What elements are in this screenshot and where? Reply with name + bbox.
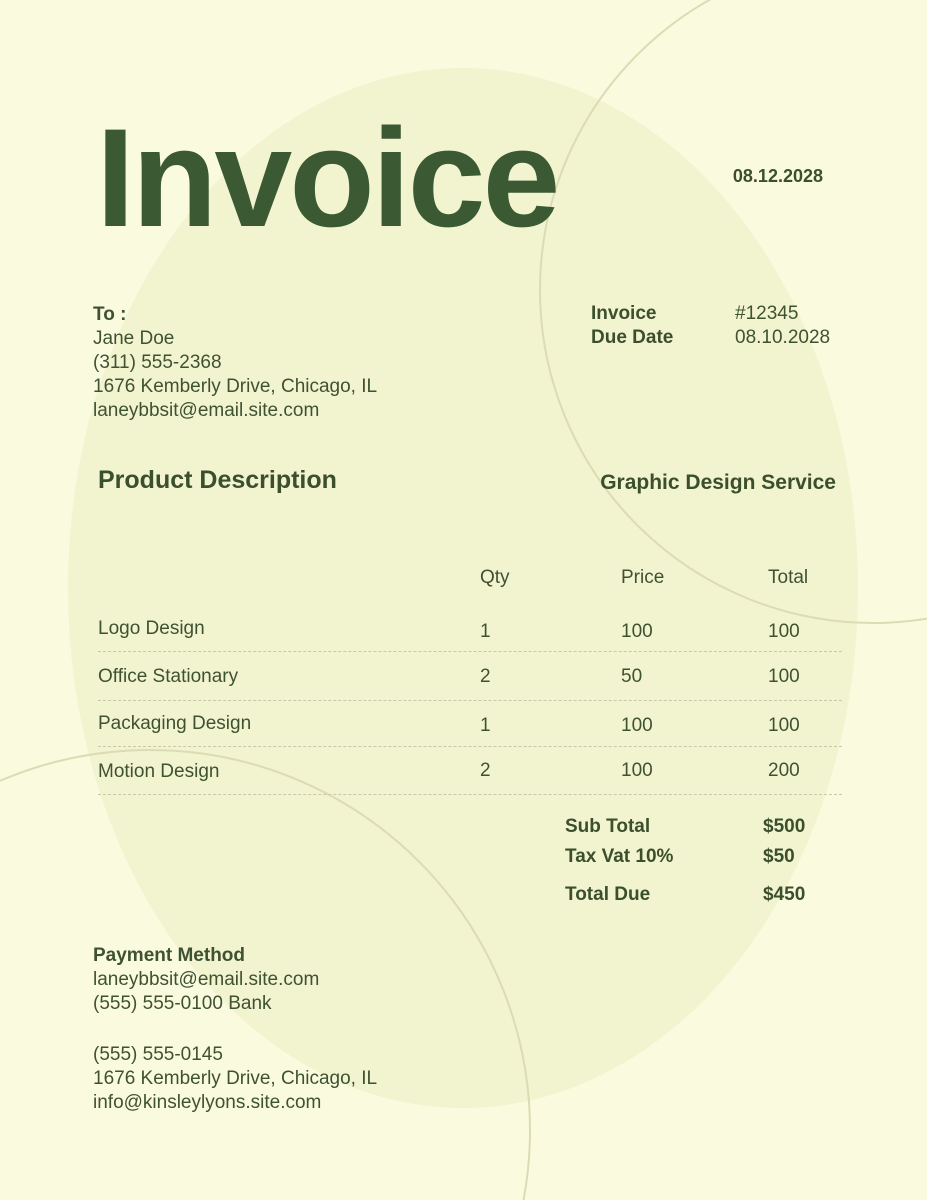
row-price: 100 xyxy=(621,621,653,642)
row-qty: 2 xyxy=(480,760,491,781)
row-qty: 1 xyxy=(480,715,491,736)
invoice-date: 08.12.2028 xyxy=(732,166,823,186)
row-item: Office Stationary xyxy=(98,666,239,687)
invoice-title: Invoice xyxy=(96,99,558,256)
row-price: 100 xyxy=(621,715,653,736)
recipient-label: To : xyxy=(93,304,127,325)
product-description-heading: Product Description xyxy=(98,466,337,494)
row-divider xyxy=(98,700,842,701)
total-due-value: $450 xyxy=(763,884,806,905)
payment-bank: (555) 555-0100 Bank xyxy=(93,993,272,1014)
invoice-number-label: Invoice xyxy=(591,303,657,324)
row-qty: 1 xyxy=(480,621,491,642)
row-total: 200 xyxy=(768,760,800,781)
tax-value: $50 xyxy=(763,846,795,867)
payment-email: laneybbsit@email.site.com xyxy=(93,969,320,990)
recipient-name: Jane Doe xyxy=(93,328,175,349)
column-header-qty: Qty xyxy=(480,567,510,588)
row-divider xyxy=(98,794,842,795)
row-item: Motion Design xyxy=(98,761,220,782)
subtotal-label: Sub Total xyxy=(565,816,651,837)
subtotal-value: $500 xyxy=(763,816,806,837)
payment-method-block xyxy=(93,944,319,1016)
invoice-number: #12345 xyxy=(735,303,799,324)
due-date: 08.10.2028 xyxy=(735,327,831,348)
row-total: 100 xyxy=(768,621,800,642)
column-header-price: Price xyxy=(621,567,665,588)
row-total: 100 xyxy=(768,666,800,687)
column-header-total: Total xyxy=(768,567,809,588)
row-price: 100 xyxy=(621,760,653,781)
total-due-label: Total Due xyxy=(565,884,651,905)
row-total: 100 xyxy=(768,715,800,736)
row-divider xyxy=(98,746,842,747)
row-item: Logo Design xyxy=(98,618,205,639)
contact-email: info@kinsleylyons.site.com xyxy=(93,1092,322,1113)
row-divider xyxy=(98,651,842,652)
contact-block xyxy=(93,1043,377,1115)
contact-address: 1676 Kemberly Drive, Chicago, IL xyxy=(93,1068,378,1089)
recipient-phone: (311) 555-2368 xyxy=(93,352,222,373)
recipient-address: 1676 Kemberly Drive, Chicago, IL xyxy=(93,376,378,397)
contact-phone: (555) 555-0145 xyxy=(93,1044,223,1065)
payment-method-label: Payment Method xyxy=(93,945,246,966)
service-name: Graphic Design Service xyxy=(600,471,836,494)
recipient-block xyxy=(93,303,377,423)
row-price: 50 xyxy=(621,666,643,687)
row-qty: 2 xyxy=(480,666,491,687)
tax-label: Tax Vat 10% xyxy=(565,846,674,867)
recipient-email: laneybbsit@email.site.com xyxy=(93,400,320,421)
due-date-label: Due Date xyxy=(591,327,674,348)
row-item: Packaging Design xyxy=(98,713,252,734)
